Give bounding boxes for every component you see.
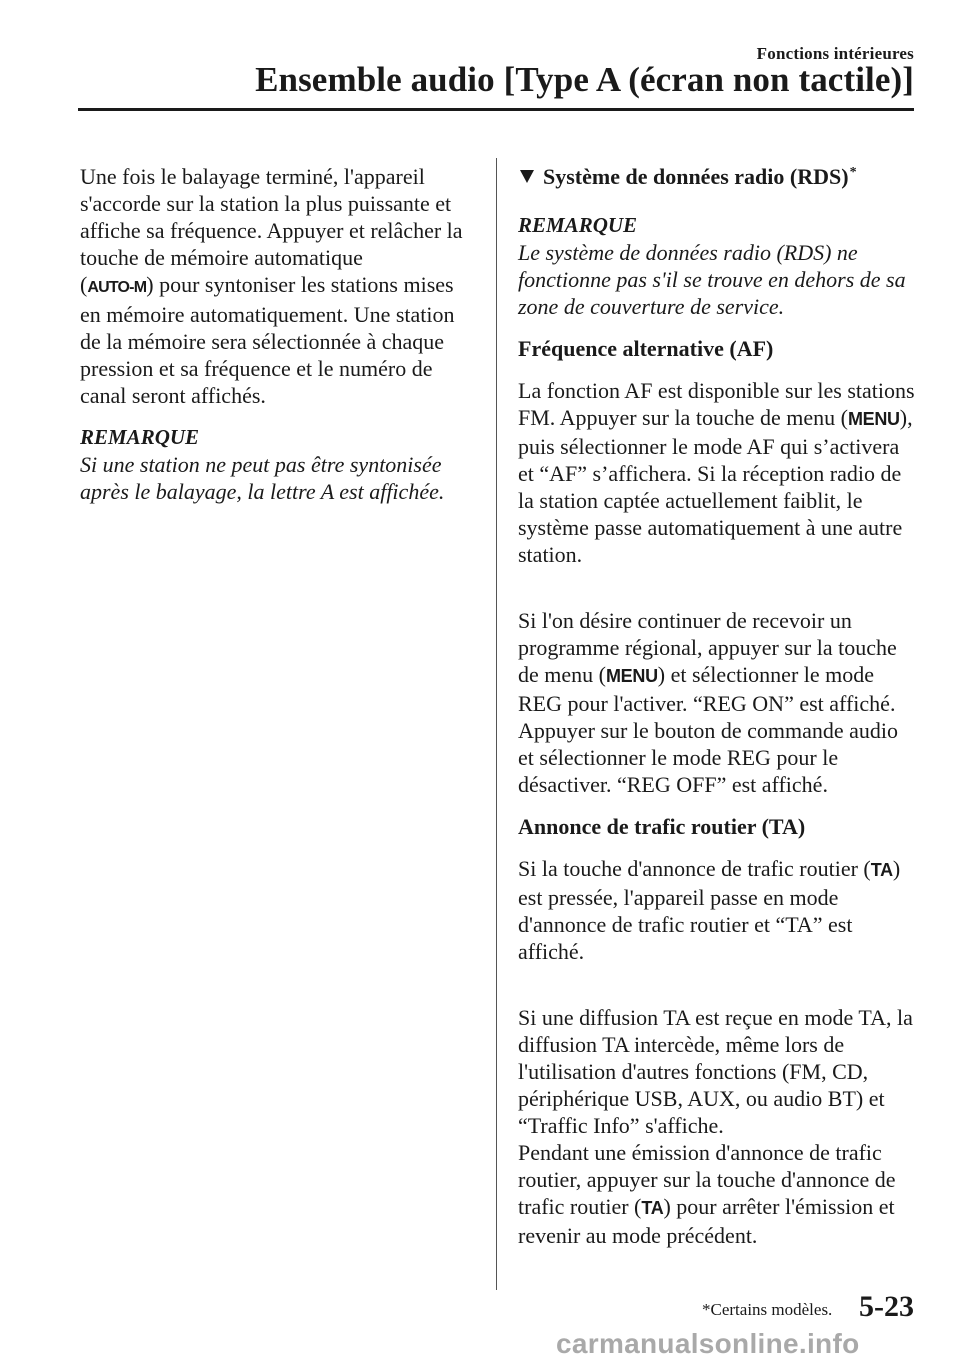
note-text: Si une station ne peut pas être syntonisée après le balayage, la lettre A est affichée.	[80, 452, 445, 504]
rds-section-heading: Système de données radio (RDS)*	[518, 163, 918, 190]
column-divider	[496, 158, 497, 1290]
asterisk-marker: *	[849, 165, 857, 180]
scan-result-paragraph: Une fois le balayage terminé, l'appareil s'accorde sur la station la plus puissante et affiche sa fréquence. Appuyer et relâcher la touche de mémoire automatique (AUTO-M) pour syntoniser les stations mises en mémoire automatiquement. Une station de la mémoire sera sélectionnée à chaque pression et sa fréquence et le numéro de canal seront affichés.	[80, 164, 463, 408]
header-rule	[78, 108, 914, 111]
ta-paragraph-2: Si une diffusion TA est reçue en mode TA, la diffusion TA intercède, même lors de l'utilisation d'autres fonctions (FM, CD, périphérique USB, AUX, ou audio BT) et “Traffic Info” s'affiche.	[518, 1005, 913, 1138]
ta-key-label: TA	[870, 860, 893, 880]
note-title: REMARQUE	[80, 425, 200, 449]
page-number: 5-23	[859, 1290, 914, 1323]
af-paragraph-2: Si l'on désire continuer de recevoir un programme régional, appuyer sur la touche de menu (MENU) et sélectionner le mode REG pour l'activer. “REG ON” est affiché. Appuyer sur le bouton de commande audio et sélectionner le mode REG pour le désactiver. “REG OFF” est affiché.	[518, 608, 899, 797]
ta-paragraph-1: Si la touche d'annonce de trafic routier (TA) est pressée, l'appareil passe en mode d'annonce de trafic routier et “TA” est affiché.	[518, 856, 901, 964]
af-paragraph-1: La fonction AF est disponible sur les stations FM. Appuyer sur la touche de menu (MENU), puis sélectionner le mode AF qui s’activera et “AF” s’affichera. Si la réception radio de la station captée actuellement faiblit, le système passe automatiquement à une autre station.	[518, 378, 915, 567]
ta-paragraph-3: Pendant une émission d'annonce de trafic routier, appuyer sur la touche d'annonce de trafic routier (TA) pour arrêter l'émission et revenir au mode précédent.	[518, 1140, 896, 1248]
right-column	[518, 163, 918, 1249]
section-label: Fonctions intérieures	[756, 44, 914, 63]
rds-note-text: Le système de données radio (RDS) ne fonctionne pas s'il se trouve en dehors de sa zone de couverture de service.	[518, 240, 906, 319]
ta-heading: Annonce de trafic routier (TA)	[518, 814, 806, 839]
rds-note-title: REMARQUE	[518, 213, 638, 237]
menu-key-label: MENU	[847, 409, 900, 429]
af-heading: Fréquence alternative (AF)	[518, 336, 774, 361]
menu-key-label: MENU	[605, 666, 658, 686]
left-column	[80, 163, 476, 505]
footnote: *Certains modèles.	[702, 1300, 833, 1319]
watermark: carmanualsonline.info	[556, 1328, 860, 1359]
chapter-title: Ensemble audio [Type A (écran non tactile)]	[255, 60, 914, 99]
ta-key-label: TA	[641, 1198, 664, 1218]
triangle-down-icon	[520, 170, 534, 183]
auto-m-key-label: (AUTO-M)	[80, 272, 154, 297]
